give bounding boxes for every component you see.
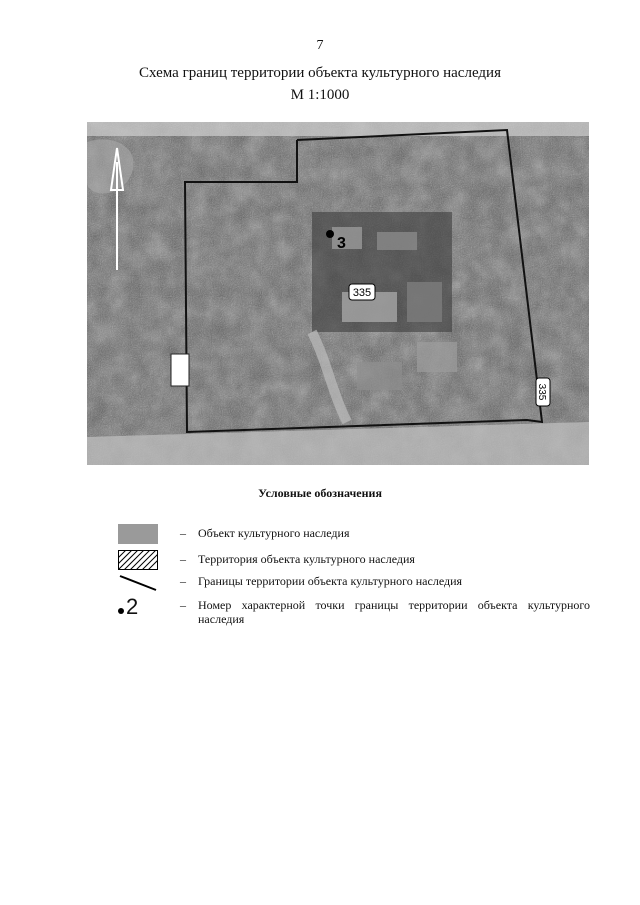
boundary-line-icon bbox=[118, 572, 160, 594]
legend-symbol-point bbox=[118, 596, 160, 618]
legend-dash: – bbox=[180, 552, 186, 566]
hatch-icon bbox=[118, 550, 158, 570]
aerial-map bbox=[87, 122, 589, 465]
point-dot-icon bbox=[118, 608, 124, 614]
legend-title: Условные обозначения bbox=[258, 486, 382, 500]
boundary-point-label: 3 bbox=[337, 235, 346, 252]
building-number-center: 335 bbox=[352, 287, 372, 299]
legend-symbol-territory bbox=[118, 550, 160, 572]
page-number: 7 bbox=[316, 38, 324, 53]
legend-symbol-boundary bbox=[118, 572, 160, 594]
legend-dash: – bbox=[180, 526, 186, 540]
building-number-right-group bbox=[536, 378, 550, 406]
map-top-strip bbox=[87, 122, 589, 136]
legend-dash: – bbox=[180, 598, 186, 612]
title-scale: М 1:1000 bbox=[290, 87, 350, 103]
legend-symbol-object bbox=[118, 524, 160, 546]
white-structure bbox=[171, 354, 189, 386]
aerial-map-svg bbox=[87, 122, 589, 465]
legend-text-object: Объект культурного наследия bbox=[198, 526, 350, 540]
page-title bbox=[0, 62, 640, 106]
legend-point-number: 2 bbox=[126, 594, 139, 619]
title-line-1: Схема границ территории объекта культурного наследия bbox=[139, 65, 501, 81]
boundary-point-marker bbox=[326, 230, 334, 238]
legend-text-territory: Территория объекта культурного наследия bbox=[198, 552, 415, 566]
legend-text-boundary: Границы территории объекта культурного наследия bbox=[198, 574, 463, 588]
legend-dash: – bbox=[180, 574, 186, 588]
legend-text-point: Номер характерной точки границы территории объекта культурного наследия bbox=[198, 598, 590, 626]
building-number-right: 335 bbox=[536, 383, 547, 401]
